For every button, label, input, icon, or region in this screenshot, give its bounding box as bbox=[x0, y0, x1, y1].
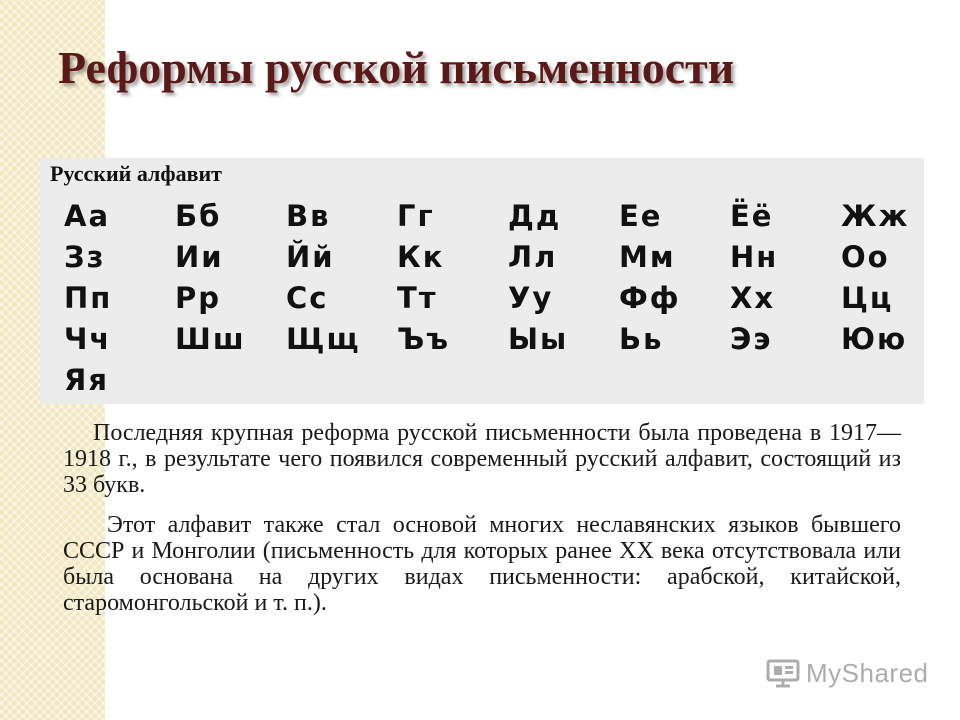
letter-pair: Пп bbox=[64, 281, 113, 315]
letter-pair: Ыы bbox=[508, 322, 569, 356]
letter-pair: Бб bbox=[175, 199, 222, 233]
letter-pair: Ьь bbox=[619, 322, 664, 356]
letter-pair: Ёё bbox=[730, 199, 774, 233]
letter-pair: Юю bbox=[841, 322, 908, 356]
letter-pair: Дд bbox=[508, 199, 562, 233]
letter-pair: Ээ bbox=[730, 322, 773, 356]
letter-pair: Тт bbox=[397, 281, 438, 315]
letter-pair: Мм bbox=[619, 240, 676, 274]
letter-pair: Сс bbox=[286, 281, 329, 315]
slide-title: Реформы русской письменности bbox=[58, 42, 735, 93]
letter-pair: Ъъ bbox=[397, 322, 451, 356]
letter-pair: Яя bbox=[64, 363, 109, 397]
letter-pair: Вв bbox=[286, 199, 331, 233]
letter-pair: Нн bbox=[730, 240, 779, 274]
letter-pair: Ии bbox=[175, 240, 224, 274]
letter-pair: Уу bbox=[508, 281, 554, 315]
letter-pair: Гг bbox=[397, 199, 435, 233]
presentation-board-icon bbox=[766, 658, 800, 688]
letter-pair: Лл bbox=[508, 240, 558, 274]
letter-pair: Йй bbox=[286, 240, 335, 274]
letter-pair: Цц bbox=[841, 281, 894, 315]
letter-pair: Щщ bbox=[286, 322, 361, 356]
paragraph-reform: Последняя крупная реформа русской письменности была проведена в 1917—1918 г., в результате чего появился современный русский алфавит, состоящий из 33 букв. bbox=[63, 420, 901, 498]
paragraph-alphabet-basis: Этот алфавит также стал основой многих неславянских языков бывшего СССР и Монголии (письменность для которых ранее XX века отсутствовала или была основана на других видах письменности: арабской, китайской, старомонгольской и т. п.). bbox=[63, 512, 901, 616]
letter-pair: Рр bbox=[175, 281, 222, 315]
alphabet-panel bbox=[40, 158, 924, 404]
letter-pair: Оо bbox=[841, 240, 890, 274]
watermark-text: MyShared bbox=[806, 658, 929, 688]
letter-pair: Жж bbox=[841, 199, 910, 233]
letter-pair: Хх bbox=[730, 281, 776, 315]
alphabet-heading: Русский алфавит bbox=[50, 161, 222, 186]
letter-pair: Кк bbox=[397, 240, 445, 274]
letter-pair: Фф bbox=[619, 281, 681, 315]
letter-pair: Чч bbox=[64, 322, 112, 356]
letter-pair: Зз bbox=[64, 240, 106, 274]
watermark bbox=[766, 656, 929, 690]
letter-grid bbox=[64, 196, 952, 401]
letter-pair: Аа bbox=[64, 199, 111, 233]
letter-pair: Ее bbox=[619, 199, 663, 233]
letter-pair: Шш bbox=[175, 322, 246, 356]
